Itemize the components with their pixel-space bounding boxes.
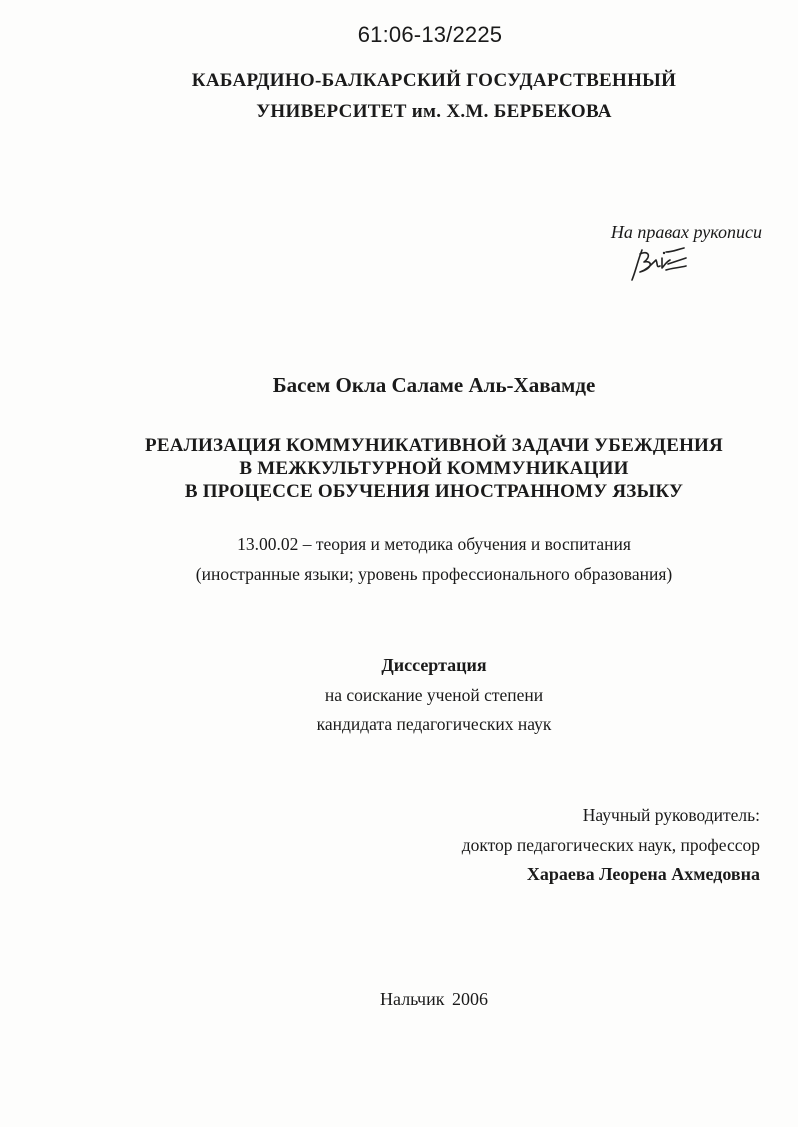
supervisor-degree: доктор педагогических наук, профессор (461, 835, 760, 855)
specialty-code: 13.00.02 – теория и методика обучения и воспитания (237, 534, 631, 554)
document-type: Диссертация (381, 655, 487, 675)
university-name-line-1: КАБАРДИНО-БАЛКАРСКИЙ ГОСУДАРСТВЕННЫЙ (191, 70, 677, 91)
degree-name: кандидата педагогических наук (316, 714, 552, 734)
degree-purpose: на соискание ученой степени (324, 685, 544, 705)
archive-code: 61:06-13/2225 (357, 22, 503, 47)
dissertation-title-line-3: В ПРОЦЕССЕ ОБУЧЕНИЯ ИНОСТРАННОМУ ЯЗЫКУ (184, 481, 684, 502)
dissertation-title-line-2: В МЕЖКУЛЬТУРНОЙ КОММУНИКАЦИИ (239, 458, 629, 479)
author-name: Басем Окла Саламе Аль-Хавамде (272, 373, 596, 397)
university-name-line-2: УНИВЕРСИТЕТ им. Х.М. БЕРБЕКОВА (256, 101, 612, 122)
specialty-detail: (иностранные языки; уровень профессионального образования) (195, 564, 673, 584)
supervisor-name: Хараева Леорена Ахмедовна (526, 864, 760, 884)
supervisor-label: Научный руководитель: (582, 805, 760, 825)
dissertation-title-line-1: РЕАЛИЗАЦИЯ КОММУНИКАТИВНОЙ ЗАДАЧИ УБЕЖДЕНИЯ (145, 435, 723, 456)
signature-icon (628, 244, 690, 284)
manuscript-rights-note: На правах рукописи (610, 222, 762, 242)
place-and-year: Нальчик 2006 (380, 989, 488, 1009)
